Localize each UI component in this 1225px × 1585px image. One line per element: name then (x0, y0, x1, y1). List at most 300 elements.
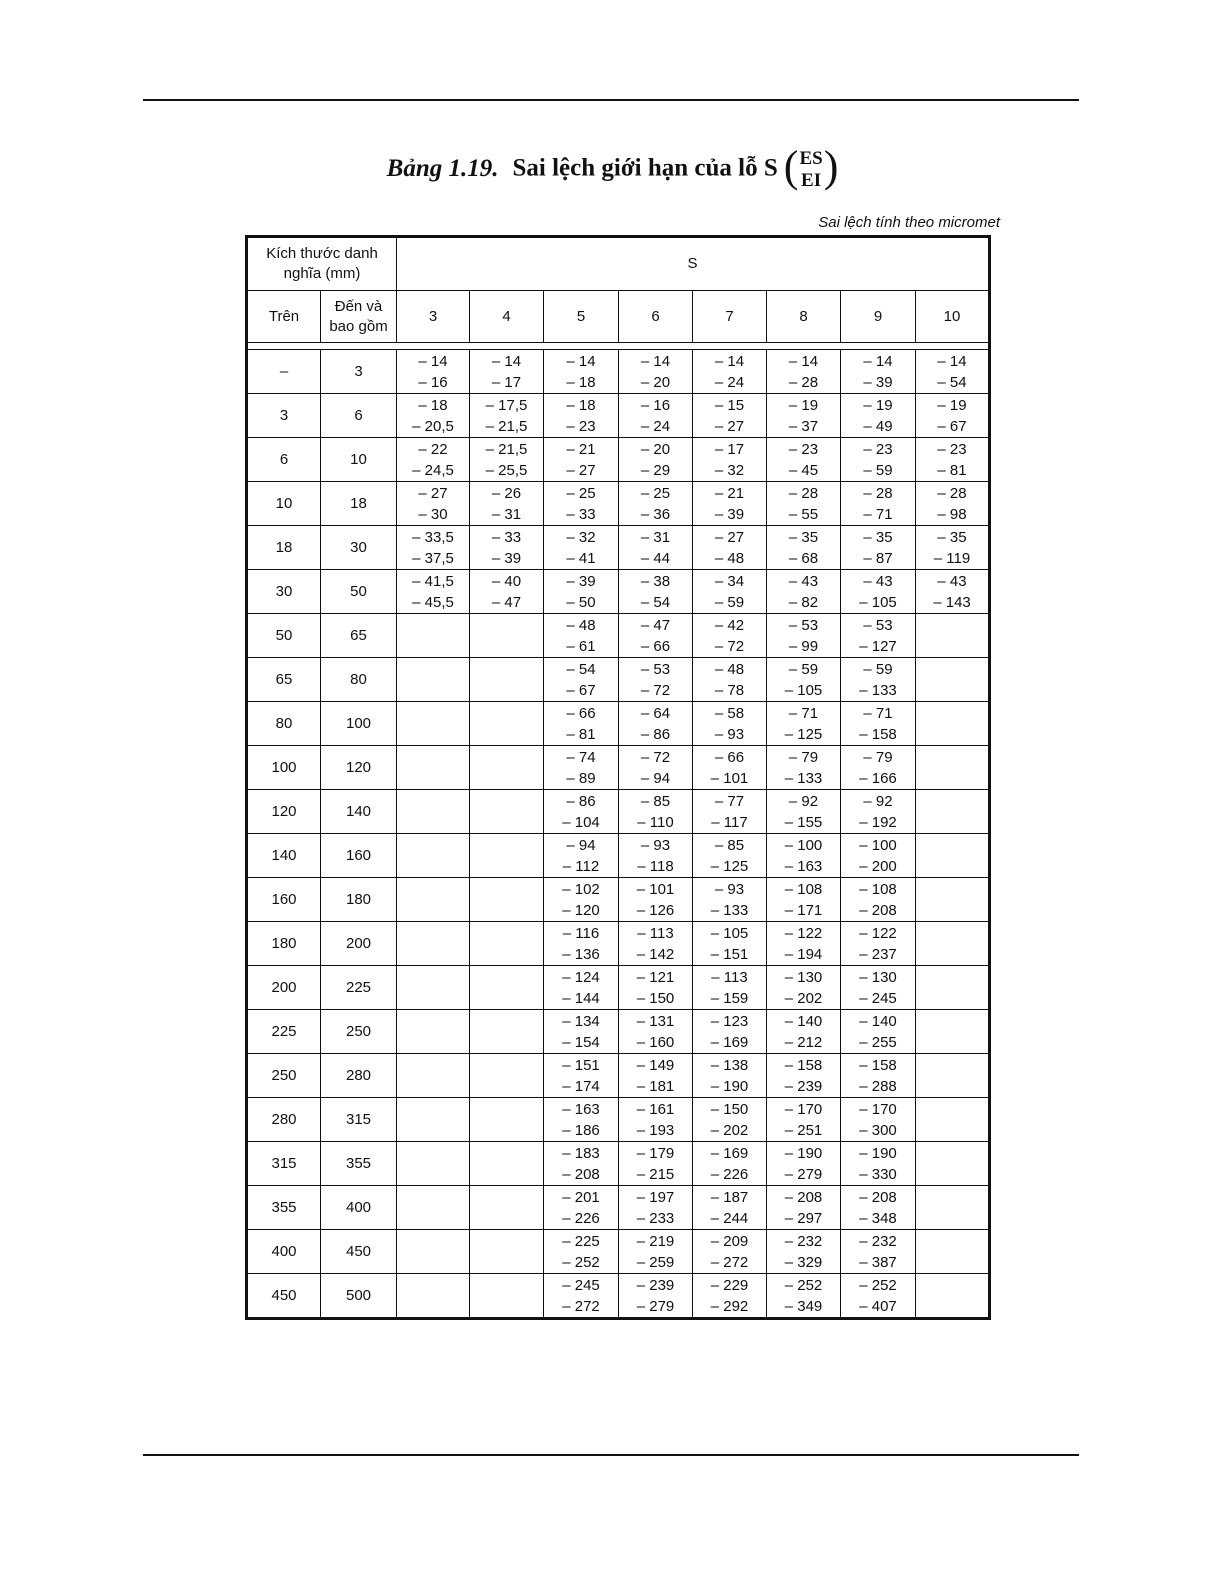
deviation-cell (916, 614, 990, 658)
es-value: – 113 (711, 968, 748, 986)
deviation-cell (693, 922, 767, 966)
size-from-cell: 3 (247, 394, 321, 438)
ei-value: – 119 (933, 549, 971, 567)
deviation-cell (841, 1142, 916, 1186)
deviation-cell (841, 394, 916, 438)
es-value: – 35 (937, 528, 967, 546)
deviation-cell (767, 922, 841, 966)
size-from-cell: 120 (247, 790, 321, 834)
es-value: – 14 (640, 352, 671, 370)
size-to-cell: 180 (321, 878, 397, 922)
deviation-cell (397, 702, 470, 746)
ei-value: – 329 (784, 1253, 823, 1271)
ei-value: – 151 (710, 945, 749, 963)
deviation-cell (841, 790, 916, 834)
es-value: – 71 (863, 704, 893, 722)
deviation-cell (916, 526, 990, 570)
ei-value: – 50 (566, 593, 596, 611)
es-value: – 14 (714, 352, 745, 370)
es-value: – 28 (788, 484, 819, 502)
es-value: – 48 (714, 660, 745, 678)
es-value: – 18 (418, 396, 448, 414)
deviation-cell (544, 1098, 619, 1142)
deviation-cell (916, 966, 990, 1010)
es-value: – 183 (562, 1144, 600, 1162)
es-value: – 161 (636, 1100, 675, 1118)
es-value: – 140 (859, 1012, 897, 1030)
deviation-cell (767, 834, 841, 878)
size-from-cell: 315 (247, 1142, 321, 1186)
ei-value: – 233 (636, 1209, 675, 1227)
size-to-cell: 315 (321, 1098, 397, 1142)
es-value: – 14 (566, 352, 596, 370)
ei-value: – 61 (566, 637, 596, 655)
deviation-cell (544, 1274, 619, 1319)
deviation-cell (693, 1230, 767, 1274)
deviation-cell (544, 394, 619, 438)
ei-value: – 24 (714, 373, 745, 391)
header-rule (143, 99, 1079, 101)
ei-value: – 159 (710, 989, 749, 1007)
es-value: – 14 (418, 352, 448, 370)
deviation-cell (544, 614, 619, 658)
deviation-cell (693, 350, 767, 394)
size-from-cell: 280 (247, 1098, 321, 1142)
es-value: – 25 (566, 484, 596, 502)
size-to-cell: 200 (321, 922, 397, 966)
left-paren: ( (783, 142, 799, 191)
es-value: – 219 (636, 1232, 675, 1250)
ei-value: – 24 (640, 417, 671, 435)
es-value: – 27 (714, 528, 745, 546)
size-from-cell: 250 (247, 1054, 321, 1098)
deviation-cell (841, 1098, 916, 1142)
ei-value: – 348 (859, 1209, 897, 1227)
es-value: – 40 (491, 572, 522, 590)
deviation-cell (619, 1186, 693, 1230)
ei-label: EI (801, 170, 822, 191)
ei-value: – 226 (562, 1209, 600, 1227)
ei-value: – 136 (562, 945, 600, 963)
deviation-cell (470, 658, 544, 702)
es-value: – 23 (863, 440, 893, 458)
size-to-cell: 18 (321, 482, 397, 526)
size-to-cell: 120 (321, 746, 397, 790)
deviation-cell (397, 1054, 470, 1098)
deviation-cell (841, 526, 916, 570)
deviation-cell (619, 1230, 693, 1274)
table-row (247, 834, 990, 878)
ei-value: – 133 (784, 769, 823, 787)
deviation-cell (397, 746, 470, 790)
ei-value: – 98 (937, 505, 967, 523)
right-paren: ) (823, 142, 839, 191)
size-from-cell: 65 (247, 658, 321, 702)
ei-value: – 163 (784, 857, 823, 875)
ei-value: – 36 (640, 505, 671, 523)
es-value: – 25 (640, 484, 671, 502)
ei-value: – 39 (863, 373, 893, 391)
ei-value: – 202 (784, 989, 823, 1007)
ei-value: – 200 (859, 857, 897, 875)
deviation-cell (916, 1010, 990, 1054)
es-value: – 100 (784, 836, 823, 854)
deviation-cell (841, 922, 916, 966)
ei-value: – 212 (784, 1033, 823, 1051)
ei-value: – 18 (566, 373, 596, 391)
deviation-cell (767, 438, 841, 482)
deviation-cell (767, 790, 841, 834)
ei-value: – 300 (859, 1121, 897, 1139)
ei-value: – 330 (859, 1165, 897, 1183)
ei-value: – 67 (566, 681, 596, 699)
ei-value: – 45 (788, 461, 819, 479)
es-value: – 201 (562, 1188, 600, 1206)
es-value: – 18 (566, 396, 596, 414)
ei-value: – 28 (788, 373, 819, 391)
size-to-cell: 140 (321, 790, 397, 834)
es-value: – 187 (710, 1188, 749, 1206)
deviation-cell (397, 350, 470, 394)
ei-value: – 81 (937, 461, 967, 479)
ei-value: – 279 (784, 1165, 823, 1183)
deviation-cell (767, 1274, 841, 1319)
ei-value: – 45,5 (412, 593, 454, 611)
es-value: – 19 (937, 396, 967, 414)
ei-value: – 174 (562, 1077, 600, 1095)
ei-value: – 105 (784, 681, 823, 699)
ei-value: – 160 (636, 1033, 675, 1051)
es-value: – 158 (859, 1056, 897, 1074)
deviation-cell (841, 746, 916, 790)
deviation-cell (544, 438, 619, 482)
size-to-cell: 65 (321, 614, 397, 658)
ei-value: – 186 (562, 1121, 600, 1139)
size-from-cell: 6 (247, 438, 321, 482)
es-value: – 134 (562, 1012, 600, 1030)
deviation-cell (544, 1054, 619, 1098)
table-row (247, 658, 990, 702)
es-value: – 43 (937, 572, 967, 590)
ei-value: – 133 (859, 681, 897, 699)
es-value: – 39 (566, 572, 596, 590)
deviation-cell (470, 438, 544, 482)
size-from-cell: 225 (247, 1010, 321, 1054)
size-from-cell: – (247, 350, 321, 394)
ei-value: – 49 (863, 417, 893, 435)
es-value: – 15 (714, 396, 745, 414)
deviation-cell (544, 1186, 619, 1230)
deviation-cell (544, 658, 619, 702)
ei-value: – 259 (636, 1253, 675, 1271)
deviation-cell (397, 1186, 470, 1230)
es-value: – 34 (714, 572, 745, 590)
ei-value: – 181 (636, 1077, 675, 1095)
deviation-cell (916, 1142, 990, 1186)
grade-header-cell: 9 (841, 291, 916, 343)
deviation-cell (767, 658, 841, 702)
es-value: – 108 (784, 880, 823, 898)
deviation-cell (916, 570, 990, 614)
deviation-cell (767, 350, 841, 394)
deviation-cell (470, 966, 544, 1010)
es-value: – 59 (863, 660, 893, 678)
es-value: – 66 (714, 748, 745, 766)
ei-value: – 32 (714, 461, 745, 479)
deviation-cell (767, 394, 841, 438)
deviation-cell (397, 922, 470, 966)
deviation-cell (470, 834, 544, 878)
deviation-cell (693, 570, 767, 614)
deviation-cell (841, 966, 916, 1010)
size-to-cell: 50 (321, 570, 397, 614)
col-tren-header: Trên (247, 291, 321, 343)
ei-value: – 41 (566, 549, 596, 567)
es-value: – 92 (788, 792, 819, 810)
ei-value: – 55 (788, 505, 819, 523)
es-value: – 208 (859, 1188, 897, 1206)
deviation-cell (544, 350, 619, 394)
table-row (247, 878, 990, 922)
deviation-cell (767, 1142, 841, 1186)
es-value: – 190 (784, 1144, 823, 1162)
deviation-table (245, 235, 991, 1320)
es-value: – 252 (859, 1276, 897, 1294)
es-value: – 77 (714, 792, 745, 810)
table-number: Bảng 1.19. (386, 154, 499, 182)
es-value: – 43 (863, 572, 893, 590)
ei-value: – 101 (710, 769, 749, 787)
ei-value: – 143 (933, 593, 971, 611)
deviation-cell (841, 878, 916, 922)
deviation-cell (693, 438, 767, 482)
ei-value: – 120 (562, 901, 600, 919)
deviation-cell (470, 1054, 544, 1098)
deviation-cell (470, 1274, 544, 1319)
size-to-cell: 30 (321, 526, 397, 570)
deviation-cell (693, 1054, 767, 1098)
es-value: – 170 (859, 1100, 897, 1118)
table-row (247, 1186, 990, 1230)
ei-value: – 82 (788, 593, 819, 611)
es-value: – 14 (491, 352, 522, 370)
unit-note: Sai lệch tính theo micromet (818, 214, 1000, 231)
table-row (247, 1274, 990, 1319)
ei-value: – 166 (859, 769, 897, 787)
table-row (247, 1098, 990, 1142)
table-row (247, 394, 990, 438)
ei-value: – 30 (418, 505, 448, 523)
deviation-cell (767, 1054, 841, 1098)
es-value: – 17 (714, 440, 745, 458)
ei-value: – 44 (640, 549, 671, 567)
es-value: – 151 (562, 1056, 600, 1074)
es-value: – 32 (566, 528, 596, 546)
deviation-cell (470, 394, 544, 438)
deviation-cell (544, 1010, 619, 1054)
ei-value: – 349 (784, 1297, 823, 1315)
deviation-cell (619, 1054, 693, 1098)
deviation-cell (841, 614, 916, 658)
ei-value: – 387 (859, 1253, 897, 1271)
deviation-cell (693, 394, 767, 438)
deviation-cell (619, 438, 693, 482)
deviation-cell (397, 570, 470, 614)
ei-value: – 29 (640, 461, 671, 479)
es-value: – 232 (859, 1232, 897, 1250)
es-value: – 239 (636, 1276, 675, 1294)
ei-value: – 118 (637, 857, 674, 875)
es-value: – 92 (863, 792, 893, 810)
grade-header: S (397, 237, 990, 291)
deviation-cell (916, 746, 990, 790)
deviation-cell (470, 570, 544, 614)
es-value: – 86 (566, 792, 596, 810)
ei-value: – 27 (714, 417, 745, 435)
deviation-cell (470, 350, 544, 394)
ei-value: – 150 (636, 989, 675, 1007)
deviation-cell (916, 922, 990, 966)
deviation-cell (470, 746, 544, 790)
deviation-cell (397, 526, 470, 570)
deviation-cell (397, 834, 470, 878)
es-value: – 116 (562, 924, 600, 942)
ei-value: – 23 (566, 417, 596, 435)
deviation-cell (397, 394, 470, 438)
deviation-cell (470, 482, 544, 526)
ei-value: – 125 (784, 725, 823, 743)
deviation-cell (397, 1010, 470, 1054)
deviation-cell (470, 1142, 544, 1186)
size-from-cell: 180 (247, 922, 321, 966)
size-to-cell: 225 (321, 966, 397, 1010)
size-to-cell: 6 (321, 394, 397, 438)
deviation-cell (841, 438, 916, 482)
es-value: – 163 (562, 1100, 600, 1118)
es-value: – 64 (640, 704, 671, 722)
ei-value: – 194 (784, 945, 823, 963)
es-value: – 122 (784, 924, 823, 942)
deviation-cell (693, 878, 767, 922)
table-row (247, 1142, 990, 1186)
ei-value: – 237 (859, 945, 897, 963)
ei-value: – 158 (859, 725, 897, 743)
deviation-cell (544, 526, 619, 570)
size-from-cell: 450 (247, 1274, 321, 1319)
deviation-cell (544, 702, 619, 746)
ei-value: – 208 (562, 1165, 600, 1183)
es-value: – 28 (937, 484, 967, 502)
size-to-cell: 100 (321, 702, 397, 746)
deviation-cell (767, 570, 841, 614)
deviation-cell (693, 746, 767, 790)
ei-value: – 190 (710, 1077, 749, 1095)
ei-value: – 105 (859, 593, 897, 611)
table-row (247, 350, 990, 394)
es-value: – 150 (710, 1100, 749, 1118)
ei-value: – 37,5 (412, 549, 454, 567)
deviation-cell (544, 790, 619, 834)
es-value: – 93 (714, 880, 745, 898)
deviation-cell (767, 1010, 841, 1054)
deviation-cell (841, 834, 916, 878)
deviation-cell (693, 1274, 767, 1319)
ei-value: – 25,5 (485, 461, 528, 479)
deviation-cell (470, 614, 544, 658)
es-value: – 105 (710, 924, 749, 942)
deviation-cell (619, 526, 693, 570)
deviation-cell (916, 350, 990, 394)
deviation-cell (397, 966, 470, 1010)
es-value: – 74 (566, 748, 596, 766)
ei-value: – 208 (859, 901, 897, 919)
es-value: – 101 (636, 880, 675, 898)
deviation-cell (619, 570, 693, 614)
table-row (247, 526, 990, 570)
size-from-cell: 140 (247, 834, 321, 878)
size-to-cell: 250 (321, 1010, 397, 1054)
deviation-cell (693, 614, 767, 658)
es-value: – 35 (788, 528, 819, 546)
deviation-cell (470, 1098, 544, 1142)
grade-header-cell: 3 (397, 291, 470, 343)
ei-value: – 59 (714, 593, 745, 611)
deviation-cell (619, 922, 693, 966)
es-ei-fraction (783, 142, 839, 192)
es-value: – 66 (566, 704, 596, 722)
deviation-cell (397, 438, 470, 482)
deviation-cell (916, 702, 990, 746)
es-value: – 28 (863, 484, 893, 502)
deviation-cell (841, 1274, 916, 1319)
table-row (247, 1054, 990, 1098)
ei-value: – 292 (710, 1297, 749, 1315)
ei-value: – 71 (863, 505, 893, 523)
size-from-cell: 100 (247, 746, 321, 790)
size-to-cell: 80 (321, 658, 397, 702)
es-value: – 14 (863, 352, 893, 370)
ei-value: – 192 (859, 813, 897, 831)
size-to-cell: 10 (321, 438, 397, 482)
table-row (247, 1010, 990, 1054)
size-from-cell: 50 (247, 614, 321, 658)
ei-value: – 127 (859, 637, 897, 655)
ei-value: – 112 (562, 857, 600, 875)
table-row (247, 570, 990, 614)
ei-value: – 27 (566, 461, 596, 479)
ei-value: – 89 (566, 769, 596, 787)
table-row (247, 482, 990, 526)
deviation-cell (619, 790, 693, 834)
ei-value: – 171 (784, 901, 823, 919)
ei-value: – 193 (636, 1121, 675, 1139)
deviation-cell (916, 790, 990, 834)
table-row (247, 702, 990, 746)
deviation-cell (767, 614, 841, 658)
es-value: – 58 (714, 704, 745, 722)
es-value: – 22 (418, 440, 448, 458)
deviation-cell (841, 350, 916, 394)
size-from-cell: 18 (247, 526, 321, 570)
deviation-cell (841, 482, 916, 526)
es-value: – 21 (714, 484, 745, 502)
table-row (247, 1230, 990, 1274)
es-value: – 16 (640, 396, 671, 414)
size-to-cell: 450 (321, 1230, 397, 1274)
es-value: – 124 (562, 968, 600, 986)
deviation-cell (916, 438, 990, 482)
deviation-cell (544, 482, 619, 526)
